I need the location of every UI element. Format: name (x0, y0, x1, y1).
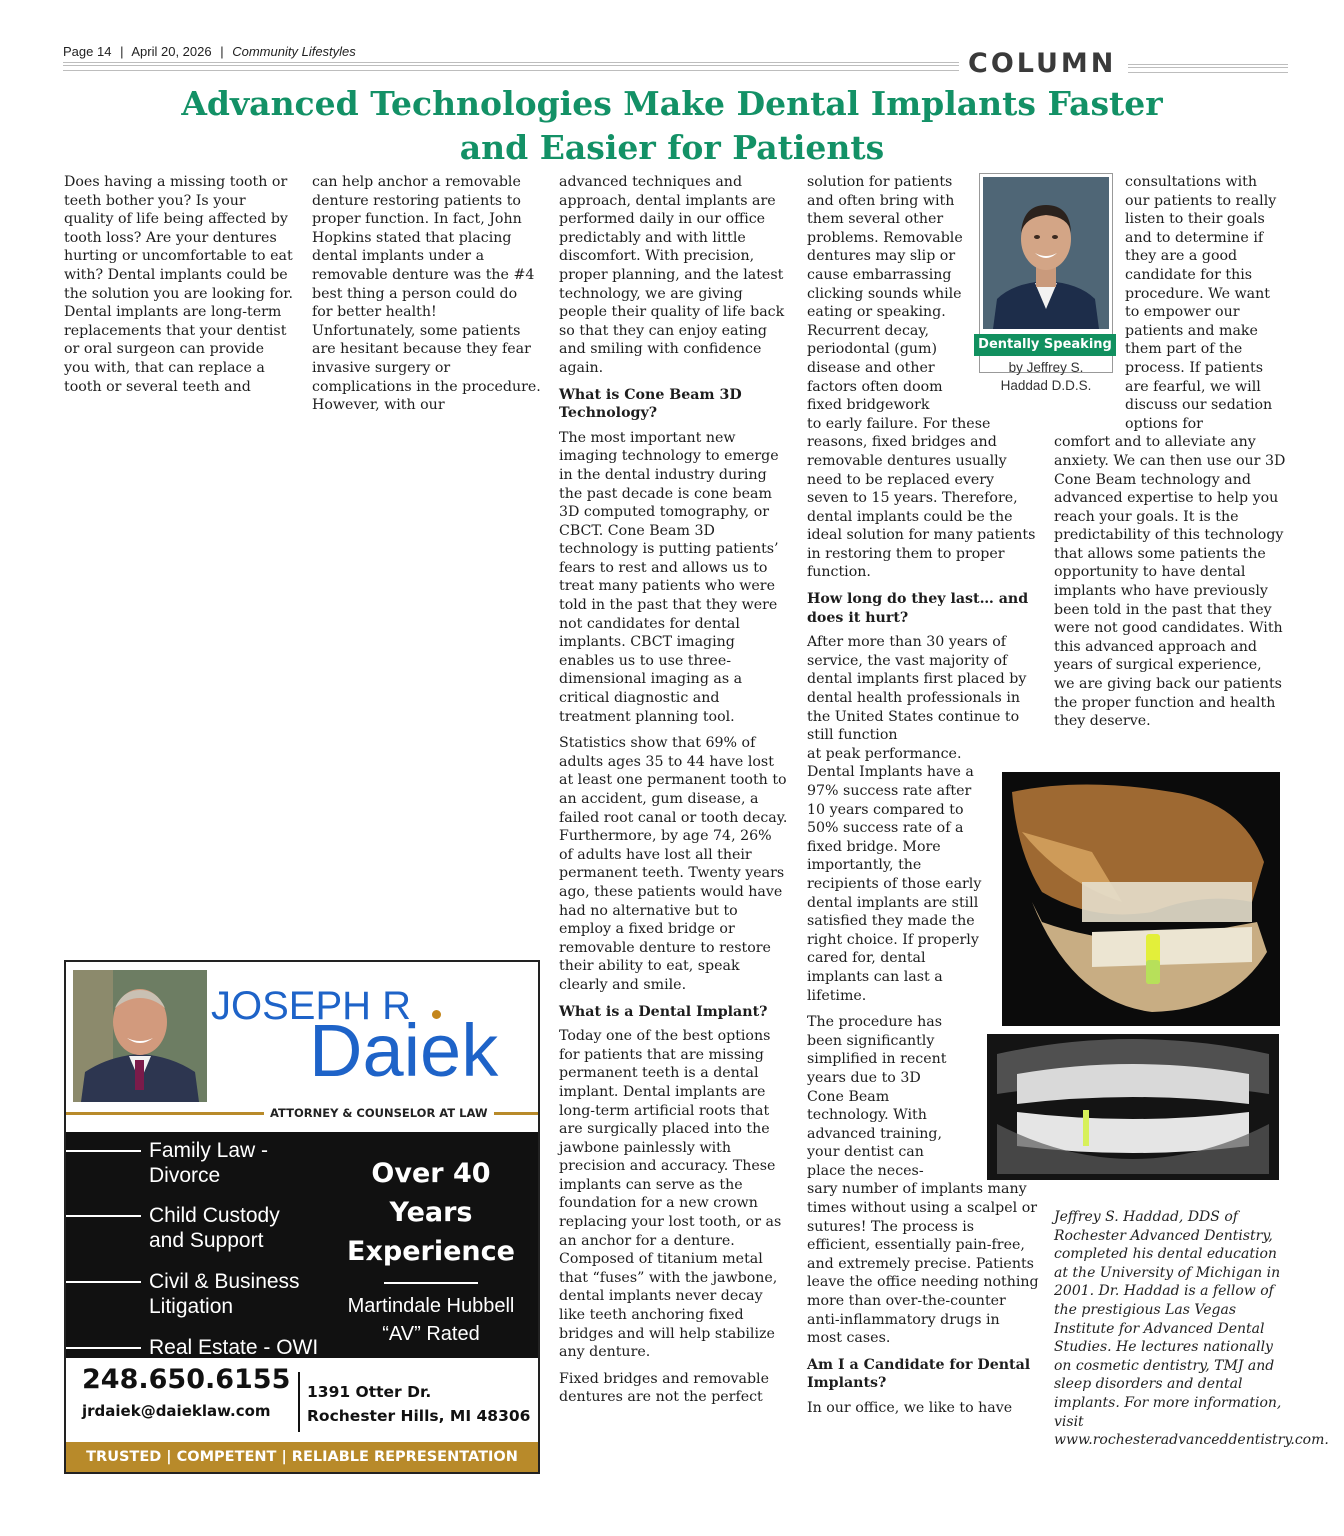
column-badge: Dentally Speaking (974, 334, 1116, 356)
page-number: Page 14 (63, 44, 112, 59)
article-column-3 (559, 173, 789, 1415)
subhead-how-long: How long do they last… and does it hurt? (807, 591, 1029, 626)
column-rule-left (63, 62, 959, 66)
panoramic-xray-image (987, 1034, 1279, 1180)
byline (980, 359, 1112, 395)
rating-text (336, 1292, 526, 1348)
subhead-candidate: Am I a Candidate for Dental Implants? (807, 1356, 1031, 1392)
cbct-3d-image (1002, 772, 1280, 1026)
author-photo (983, 177, 1109, 329)
experience-line: Years (389, 1197, 473, 1228)
column-rule-right-2 (1128, 70, 1288, 73)
author-bio: Jeffrey S. Haddad, DDS of Rochester Advanced Dentistry, completed his dental education at the University of Michigan in 2001. Dr. Haddad is a fellow of the prestigious Las Vegas Institute for Advanced Dental Studies. He lectures nationally on cosmetic dentistry, TMJ and sleep disorders and dental implants. For more information, visit www.rochesteradvanceddentistry.com. (1054, 1209, 1329, 1449)
phone-number[interactable]: 248.650.6155 (82, 1364, 291, 1395)
headline-line-1: Advanced Technologies Make Dental Implants Faster (181, 84, 1163, 123)
experience-line: Experience (347, 1236, 515, 1267)
subhead-what-is-implant: What is a Dental Implant? (559, 1003, 768, 1020)
paragraph-part: at peak performance. Dental Implants have a 97% success rate after 10 years compared to 50% success rate of a fixed bridge. More importantly, the recipients of those early dental implants are still satisfied they made the right choice. If properly cared for, dental implants can last a lifetime. (807, 745, 982, 1004)
attorney-name-last: Daiek (309, 1009, 499, 1092)
headline (150, 82, 1194, 170)
paragraph: The most important new imaging technology to emerge in the dental industry during the past decade is cone beam 3D computed tomography, or CBCT. Cone Beam 3D technology is putting patients’ fears to rest and allows us to treat many patients who were told in the past that they were not candidates for dental implants. CBCT imaging enables us to use three-dimensional imaging as a critical diagnostic and treatment planning tool. (559, 429, 779, 725)
folio-separator: | (220, 44, 224, 59)
attorney-title: ATTORNEY & COUNSELOR AT LAW (264, 1102, 494, 1124)
rating-line: “AV” Rated (382, 1323, 480, 1345)
section-name: Community Lifestyles (232, 44, 356, 59)
email-address[interactable]: jrdaiek@daieklaw.com (82, 1402, 271, 1420)
subhead-cone-beam: What is Cone Beam 3D Technology? (559, 386, 742, 422)
practice-line: and Support (149, 1229, 264, 1252)
practice-civil-business (149, 1269, 300, 1319)
practice-rule (66, 1215, 141, 1217)
xray-illustration (987, 1034, 1279, 1180)
column-rule-right (1128, 64, 1288, 68)
attorney-name-first: JOSEPH R (211, 984, 412, 1028)
headline-line-2: and Easier for Patients (459, 128, 885, 167)
paragraph-part: After more than 30 years of service, the vast majority of dental implants first placed by dental health professionals in the United States continue to still function (807, 634, 1027, 744)
practice-line: Real Estate - OWI (149, 1336, 319, 1359)
paragraph: Statistics show that 69% of adults ages 35 to 44 have lost at least one permanent tooth to an accident, gum disease, a failed root canal or tooth decay. Furthermore, by age 74, 26% of adults have lost all their permanent teeth. Twenty years ago, these patients would have had no alternative but to employ a fixed bridge or removable denture to restore their ability to eat, speak clearly and smile. (559, 735, 788, 993)
paragraph: In our office, we like to have (807, 1400, 1013, 1416)
practice-line: Litigation (149, 1295, 234, 1318)
address-line-2: Rochester Hills, MI 48306 (307, 1407, 531, 1425)
paragraph-part: sary number of implants many times without using a scalpel or sutures! The process is efficient, essentially pain-free, and extremely precise. Patients leave the office needing nothing more than over-the-counter anti-inflammatory drugs in most cases. (807, 1181, 1039, 1347)
paragraph-part: to early failure. For these reasons, fixed bridges and removable dentures usually need to be replaced every seven to 15 years. Therefore, dental implants could be the ideal solution for many patients in restoring them to proper function. (807, 415, 1036, 581)
byline-line-2: Haddad D.D.S. (1000, 378, 1092, 393)
practice-line: Civil & Business (149, 1270, 300, 1293)
paragraph-part: The procedure has been significantly simplified in recent years due to 3D Cone Beam technology. With advanced training, your dentist can place the neces- (807, 1014, 947, 1179)
practice-panel (66, 1132, 538, 1358)
office-address (307, 1380, 530, 1428)
paragraph: Does having a missing tooth or teeth bother you? Is your quality of life being affected by tooth loss? Are your dentures hurting or uncomfortable to eat with? Dental implants could be the solution you are looking for. Dental implants are long-term replacements that your dentist or oral surgeon can provide you with, that can replace a tooth or several teeth and (64, 174, 294, 395)
practice-rule (66, 1347, 141, 1349)
paragraph: can help anchor a removable denture restoring patients to proper function. In fact, John Hopkins stated that placing dental implants under a removable denture was the #4 best thing a person could do for better health! Unfortunately, some patients are hesitant because they fear invasive surgery or complications in the procedure. However, with our (312, 174, 541, 414)
paragraph-part: solution for patients and often bring with them several other problems. Removable dentures may slip or cause embarrassing clicking sounds while eating or speaking. Recurrent decay, periodontal (gum) disease and other factors often doom fixed bridgework (807, 174, 963, 414)
contact-divider (298, 1372, 300, 1432)
experience-line: Over 40 (371, 1158, 491, 1189)
ad-tagline: TRUSTED | COMPETENT | RELIABLE REPRESENTATION (66, 1442, 538, 1472)
author-box (978, 173, 1113, 393)
practice-rule (66, 1150, 141, 1152)
cbct-illustration (1002, 772, 1280, 1026)
issue-date: April 20, 2026 (131, 44, 212, 59)
headshot-illustration (983, 177, 1109, 329)
folio-separator: | (120, 44, 124, 59)
experience-callout (346, 1154, 516, 1271)
attorney-advertisement[interactable] (64, 960, 540, 1474)
practice-real-estate (149, 1335, 318, 1360)
paragraph: Today one of the best options for patients that are missing permanent teeth is a dental implant. Dental implants are long-term artificial roots that are surgically placed into the jawbone painlessly with precision and accuracy. These implants can serve as the foundation for a new crown replacing your lost tooth, or as an anchor for a denture. Composed of titanium metal that “fuses” with the jawbone, dental implants never decay like teeth anchoring fixed bridges and will help stabilize any denture. (559, 1028, 782, 1361)
page-folio (63, 44, 356, 59)
paragraph: Fixed bridges and removable dentures are not the perfect (559, 1370, 769, 1406)
article-column-1 (64, 173, 294, 404)
paragraph-part: comfort and to alleviate any anxiety. We can then use our 3D Cone Beam technology and advanced expertise to help you reach your goals. It is the predictability of this technology that allows some patients the opportunity to have dental implants who have previously been told in the past that they were not good candidates. With this advanced approach and years of surgical experience, we are giving back our patients the proper function and health they deserve. (1054, 434, 1286, 730)
column-rule-left-2 (63, 68, 959, 71)
attorney-photo (73, 970, 207, 1102)
practice-line: Family Law - (149, 1139, 269, 1162)
paragraph: advanced techniques and approach, dental implants are performed daily in our office predictably and with little discomfort. With precision, proper planning, and the latest technology, we are giving people their quality of life back so that they can enjoy eating and smiling with confidence again. (559, 174, 785, 376)
practice-child-custody (149, 1203, 280, 1253)
practice-family-law (149, 1138, 268, 1188)
column-label: COLUMN (968, 48, 1117, 79)
paragraph-part: consultations with our patients to really listen to their goals and to determine if they are a good candidate for this procedure. We want to empower our patients and make them part of the process. If patients are fearful, we will discuss our sedation options for (1125, 174, 1277, 432)
rating-rule (384, 1282, 478, 1284)
address-line-1: 1391 Otter Dr. (307, 1383, 432, 1401)
byline-line-1: by Jeffrey S. (1008, 360, 1084, 375)
practice-line: Divorce (149, 1164, 221, 1187)
practice-line: Child Custody (149, 1204, 280, 1227)
rating-line: Martindale Hubbell (347, 1295, 515, 1317)
practice-rule (66, 1281, 141, 1283)
article-column-2 (312, 173, 542, 423)
attorney-illustration (73, 970, 207, 1102)
